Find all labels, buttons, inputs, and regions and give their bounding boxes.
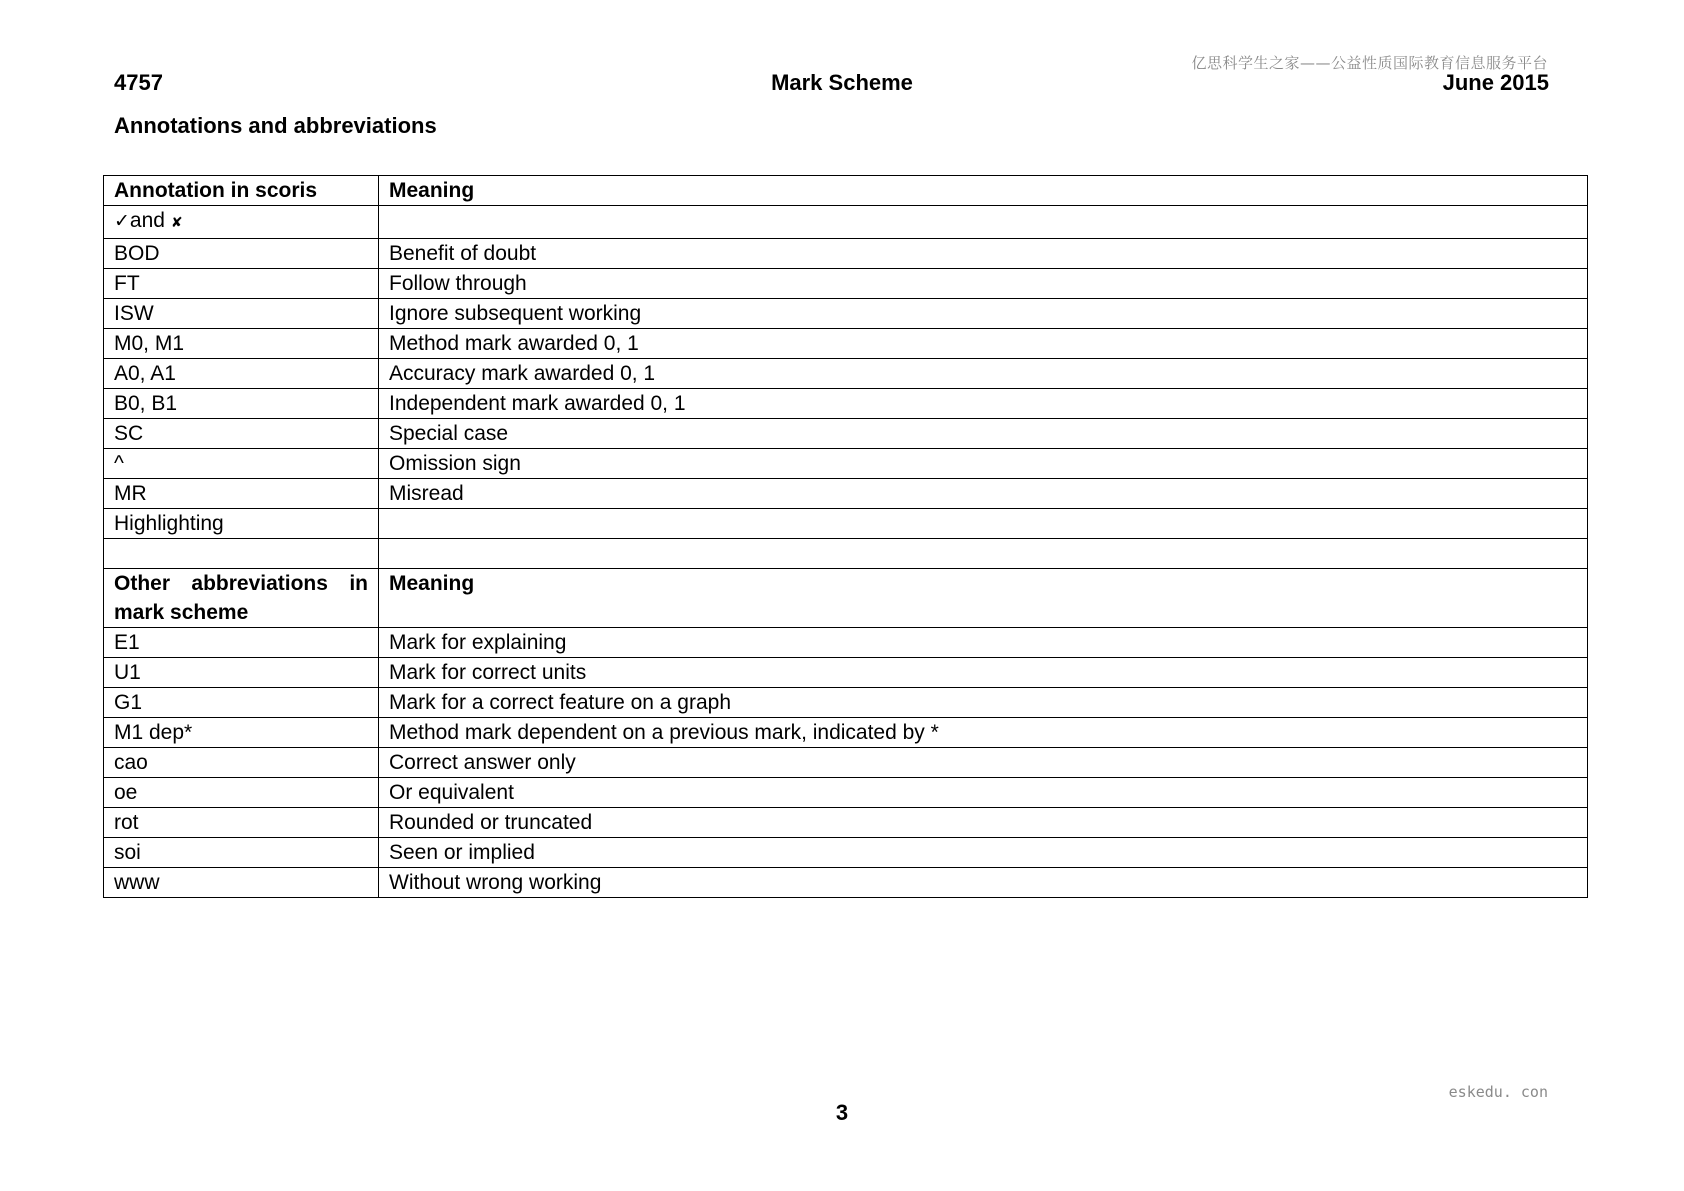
abbreviation-cell: M0, M1 [104, 329, 379, 359]
meaning-cell [379, 206, 1588, 239]
abbreviation-cell: A0, A1 [104, 359, 379, 389]
meaning-cell: Method mark dependent on a previous mark, indicated by * [379, 718, 1588, 748]
table-row [104, 658, 1588, 688]
page-title: Mark Scheme [771, 70, 913, 95]
table-header-row [104, 176, 1588, 206]
tick-and-cross-cell [104, 206, 379, 239]
meaning-cell: Independent mark awarded 0, 1 [379, 389, 1588, 419]
table-header-row [104, 569, 1588, 628]
meaning-cell: Correct answer only [379, 748, 1588, 778]
abbreviation-cell: U1 [104, 658, 379, 688]
watermark-top: 亿思科学生之家——公益性质国际教育信息服务平台 [1191, 54, 1548, 72]
meaning-cell: Accuracy mark awarded 0, 1 [379, 359, 1588, 389]
page-number: 3 [835, 1100, 849, 1125]
table-row [104, 239, 1588, 269]
table-row [104, 299, 1588, 329]
table-row [104, 868, 1588, 898]
meaning-cell: Benefit of doubt [379, 239, 1588, 269]
and-text: and [129, 209, 165, 232]
abbreviation-cell: MR [104, 479, 379, 509]
table-row [104, 329, 1588, 359]
table-row [104, 419, 1588, 449]
cross-icon: ✘ [170, 215, 183, 231]
table-row [104, 449, 1588, 479]
abbreviation-cell: soi [104, 838, 379, 868]
meaning-cell: Mark for correct units [379, 658, 1588, 688]
exam-date: June 2015 [1442, 70, 1549, 95]
section-title: Annotations and abbreviations [114, 113, 437, 138]
meaning-cell: Seen or implied [379, 838, 1588, 868]
abbreviation-cell: FT [104, 269, 379, 299]
annotations-table [103, 175, 1588, 898]
meaning-cell: Method mark awarded 0, 1 [379, 329, 1588, 359]
meaning-cell: Without wrong working [379, 868, 1588, 898]
table-row [104, 778, 1588, 808]
abbreviation-cell: ISW [104, 299, 379, 329]
table-row [104, 628, 1588, 658]
meaning-cell: Follow through [379, 269, 1588, 299]
table-row [104, 206, 1588, 239]
paper-code: 4757 [114, 70, 163, 95]
abbreviation-cell: www [104, 868, 379, 898]
abbreviation-cell: oe [104, 778, 379, 808]
table-row [104, 389, 1588, 419]
meaning-cell [379, 539, 1588, 569]
abbreviation-cell: rot [104, 808, 379, 838]
abbreviation-cell: Highlighting [104, 509, 379, 539]
table-row [104, 688, 1588, 718]
meaning-cell: Misread [379, 479, 1588, 509]
column-header: Annotation in scoris [104, 176, 379, 206]
table-row [104, 509, 1588, 539]
table-row [104, 359, 1588, 389]
table-row [104, 748, 1588, 778]
meaning-cell: Omission sign [379, 449, 1588, 479]
table-row [104, 808, 1588, 838]
abbreviation-cell [104, 539, 379, 569]
meaning-cell [379, 509, 1588, 539]
column-header: Other abbreviations in mark scheme [104, 569, 379, 628]
tick-icon: ✓ [114, 210, 130, 232]
watermark-bottom: eskedu. con [1448, 1083, 1548, 1101]
abbreviation-cell: ^ [104, 449, 379, 479]
column-header: Meaning [379, 176, 1588, 206]
abbreviation-cell: M1 dep* [104, 718, 379, 748]
meaning-cell: Special case [379, 419, 1588, 449]
meaning-cell: Rounded or truncated [379, 808, 1588, 838]
abbreviation-cell: SC [104, 419, 379, 449]
table-row [104, 269, 1588, 299]
abbreviation-cell: G1 [104, 688, 379, 718]
column-header: Meaning [379, 569, 1588, 628]
meaning-cell: Ignore subsequent working [379, 299, 1588, 329]
table-row [104, 718, 1588, 748]
abbreviation-cell: E1 [104, 628, 379, 658]
abbreviation-cell: BOD [104, 239, 379, 269]
meaning-cell: Mark for explaining [379, 628, 1588, 658]
table-row [104, 539, 1588, 569]
abbreviation-cell: cao [104, 748, 379, 778]
abbreviation-cell: B0, B1 [104, 389, 379, 419]
table-row [104, 838, 1588, 868]
table-row [104, 479, 1588, 509]
meaning-cell: Mark for a correct feature on a graph [379, 688, 1588, 718]
meaning-cell: Or equivalent [379, 778, 1588, 808]
